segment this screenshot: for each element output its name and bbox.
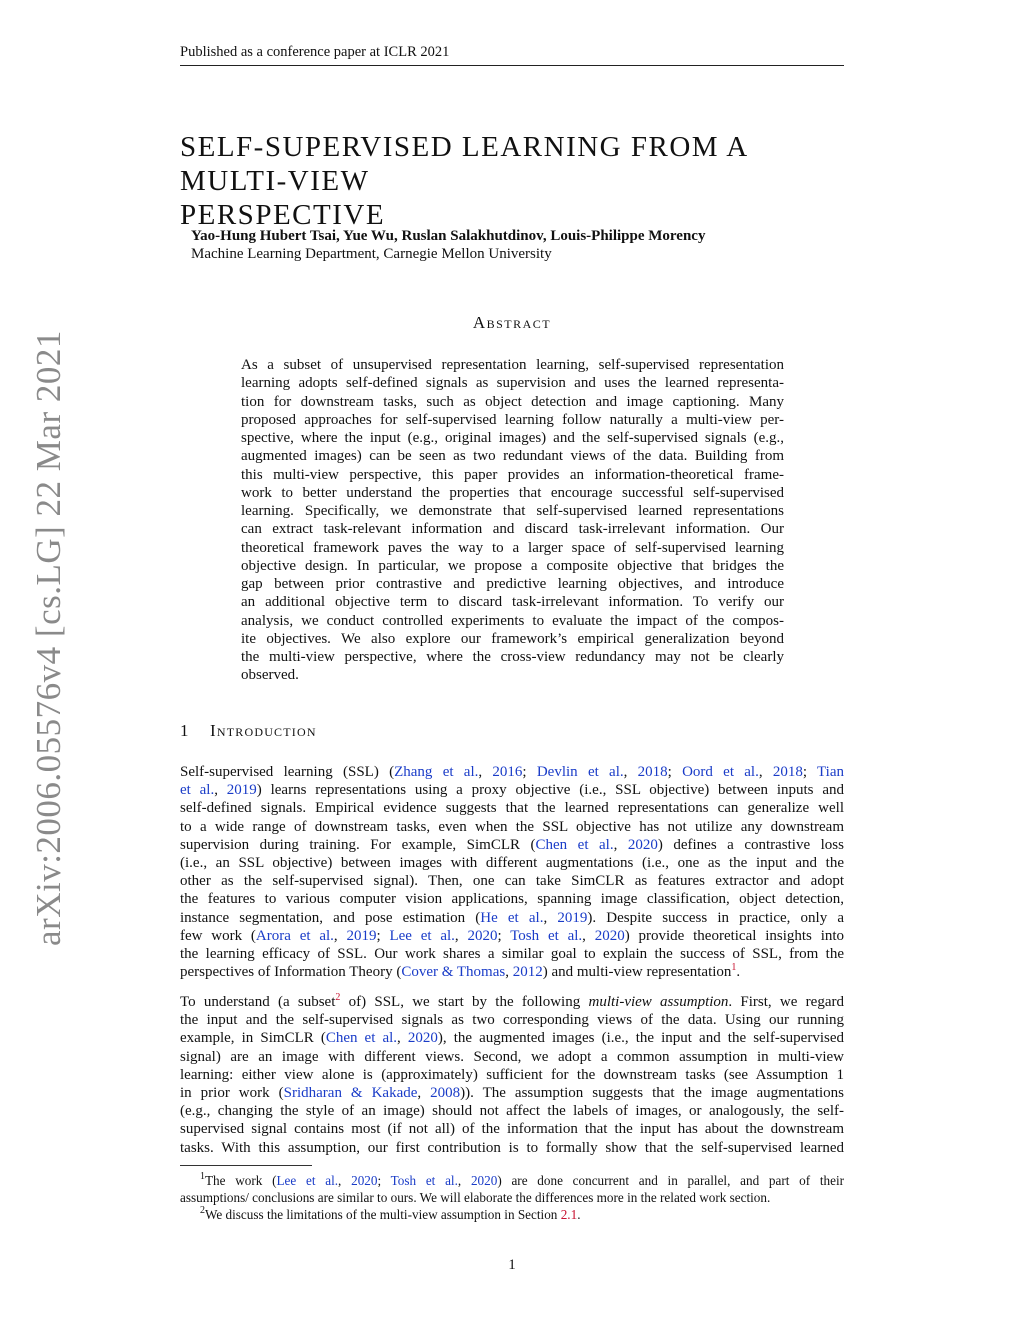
para-line: the learning efficacy of SSL. Our work shares a similar goal to explain the success of SSL, from the bbox=[180, 946, 844, 963]
citation-year-link[interactable]: 2020 bbox=[351, 1173, 378, 1188]
author-list: Yao-Hung Hubert Tsai, Yue Wu, Ruslan Salakhutdinov, Louis-Philippe Morency bbox=[191, 228, 706, 244]
para-line: the features to various computer vision applications, spanning image classification, object detection, bbox=[180, 891, 844, 908]
citation-link[interactable]: Tosh et al. bbox=[390, 1173, 458, 1188]
footnote-ref-2[interactable]: 2 bbox=[335, 992, 341, 1003]
intro-paragraph-1 bbox=[180, 763, 844, 981]
abstract-line: spective, where the input (e.g., original images) and the self-supervised signals (e.g., bbox=[241, 430, 784, 446]
section-title: Introduction bbox=[210, 721, 317, 740]
para-line: signal) are an image with different views. Second, we adopt a common assumption in multi-view bbox=[180, 1048, 844, 1065]
abstract-line: As a subset of unsupervised representation learning, self-supervised representation bbox=[241, 357, 784, 373]
citation-year-link[interactable]: 2020 bbox=[407, 1030, 438, 1047]
footnote-2-mark: 2 bbox=[200, 1205, 205, 1216]
para-line: the input and the self-supervised signals as two corresponding views of the data. Using our running bbox=[180, 1012, 844, 1029]
abstract-heading: Abstract bbox=[472, 313, 552, 332]
citation-year-link[interactable]: 2020 bbox=[467, 927, 498, 944]
abstract-line: an additional objective term to discard task-irrelevant information. To verify our bbox=[241, 594, 784, 611]
citation-year-link[interactable]: 2019 bbox=[226, 782, 257, 799]
citation-link[interactable]: Arora et al. bbox=[255, 927, 334, 944]
para-line: example, in SimCLR (Chen et al., 2020), the augmented images (i.e., the input and the self-supervised bbox=[180, 1030, 844, 1047]
citation-link[interactable]: Tosh et al. bbox=[510, 927, 583, 944]
citation-link[interactable]: Lee et al. bbox=[276, 1173, 339, 1188]
citation-year-link[interactable]: 2020 bbox=[627, 836, 658, 853]
footnote-rule bbox=[180, 1165, 312, 1166]
para-line: perspectives of Information Theory (Cover & Thomas, 2012) and multi-view representation$^1$. bbox=[180, 962, 741, 981]
citation-year-link[interactable]: 2008 bbox=[430, 1085, 461, 1102]
para-line: Self-supervised learning (SSL) (Zhang et al., 2016; Devlin et al., 2018; Oord et al., 2018; Tian bbox=[180, 764, 845, 780]
para-line: supervised signal contains most (if not all) of the information that the input has about the downstream bbox=[180, 1121, 844, 1138]
abstract-line: analysis, we conduct controlled experiments to evaluate the impact of the compos- bbox=[241, 612, 784, 629]
abstract-line: work to better understand the properties that encourage successful self-supervised bbox=[241, 484, 784, 501]
citation-link[interactable]: He et al. bbox=[480, 909, 544, 926]
para-line: instance segmentation, and pose estimation (He et al., 2019). Despite success in practice, only a bbox=[180, 909, 845, 926]
footnote-1-line-1: $^1$The work (Lee et al., 2020; Tosh et al., 2020) are done concurrent and in parallel, and part of their bbox=[200, 1171, 845, 1188]
citation-year-link[interactable]: 2019 bbox=[346, 927, 377, 944]
para-line: self-defined signals. Empirical evidence suggests that the learned representations can generalize well bbox=[180, 800, 844, 817]
citation-link[interactable]: Sridharan & Kakade bbox=[283, 1085, 418, 1102]
citation-link[interactable]: Chen et al. bbox=[535, 836, 614, 853]
footnote-1-line-2: assumptions/ conclusions are similar to ours. We will elaborate the differences more in the related work section. bbox=[180, 1190, 771, 1205]
title-line-1-text: SELF-SUPERVISED LEARNING FROM A MULTI-VIEW bbox=[180, 131, 748, 197]
page-number: 1 bbox=[508, 1257, 516, 1273]
abstract-line: this multi-view perspective, this paper provides an information-theoretical frame- bbox=[241, 466, 784, 483]
multi-view-assumption-term: multi-view assumption bbox=[588, 994, 729, 1010]
abstract-line: theoretical framework paves the way to a larger space of self-supervised learning bbox=[241, 539, 784, 556]
title-line-1 bbox=[180, 130, 848, 198]
section-ref-link[interactable]: 2.1 bbox=[560, 1207, 578, 1222]
abstract-line: learning adopts self-defined signals as supervision and uses the learned representa- bbox=[241, 375, 784, 392]
para-line: to a wide range of downstream tasks, even when the SSL objective has not utilize any downstream bbox=[180, 818, 844, 835]
paper-title bbox=[180, 130, 848, 232]
para-line: (e.g., changing the style of an image) should not affect the labels of images, or analogously, the self- bbox=[180, 1103, 844, 1120]
abstract-line: tion for downstream tasks, such as object detection and image captioning. Many bbox=[241, 393, 784, 410]
para-line: few work (Arora et al., 2019; Lee et al., 2020; Tosh et al., 2020) provide theoretical insights into bbox=[180, 927, 845, 944]
abstract-line: objective design. In particular, we propose a composite objective that bridges the bbox=[241, 557, 784, 574]
citation-link[interactable]: Zhang et al. bbox=[394, 764, 479, 780]
citation-year-link[interactable]: 2012 bbox=[512, 964, 543, 981]
para-line: other as the self-supervised signal). Then, one can take SimCLR as features extractor and adopt bbox=[180, 873, 844, 890]
footnote-ref-1[interactable]: 1 bbox=[731, 962, 737, 974]
citation-link[interactable]: Tian bbox=[817, 764, 845, 780]
citation-year-link[interactable]: 2018 bbox=[637, 764, 668, 780]
section-number: 1 bbox=[180, 721, 190, 740]
abstract-line: augmented images) can be seen as two redundant views of the data. Building from bbox=[241, 448, 784, 465]
footnote-2: $^2$We discuss the limitations of the multi-view assumption in Section 2.1. bbox=[200, 1205, 581, 1222]
citation-year-link[interactable]: 2020 bbox=[470, 1173, 498, 1188]
para-line: To understand (a subset$^2$ of) SSL, we start by the following multi-view assumption. First, we regard bbox=[180, 992, 844, 1010]
para-line: in prior work (Sridharan & Kakade, 2008)). The assumption suggests that the image augmentations bbox=[180, 1085, 844, 1102]
footnotes bbox=[180, 1172, 844, 1223]
citation-link[interactable]: Chen et al. bbox=[325, 1030, 398, 1047]
citation-year-link[interactable]: 2019 bbox=[557, 909, 588, 926]
footnote-1-mark: 1 bbox=[200, 1171, 205, 1182]
citation-link[interactable]: Devlin et al. bbox=[536, 764, 624, 780]
abstract-line: ite objectives. We also explore our framework’s empirical generalization beyond bbox=[241, 630, 784, 647]
para-line: et al., 2019) learns representations using a proxy objective (i.e., SSL objective) between inputs and bbox=[180, 782, 844, 799]
abstract-line: the multi-view perspective, where the cross-view redundancy may not be clearly bbox=[241, 649, 784, 665]
para-line: tasks. With this assumption, our first contribution is to formally show that the self-supervised learned bbox=[180, 1139, 844, 1156]
citation-link[interactable]: Oord et al. bbox=[682, 764, 759, 780]
abstract-line: gap between prior contrastive and predictive learning objectives, and introduce bbox=[241, 576, 784, 592]
citation-link[interactable]: Cover & Thomas bbox=[401, 964, 506, 981]
abstract-line: can extract task-relevant information and discard task-irrelevant information. Our bbox=[241, 521, 784, 538]
citation-year-link[interactable]: 2020 bbox=[594, 927, 625, 944]
header-rule bbox=[180, 65, 844, 66]
citation-year-link[interactable]: 2016 bbox=[492, 764, 523, 780]
running-header: Published as a conference paper at ICLR 2021 bbox=[180, 44, 450, 60]
abstract-line: learning. Specifically, we demonstrate that self-supervised learned representations bbox=[241, 503, 784, 519]
intro-paragraph-2 bbox=[180, 993, 844, 1157]
abstract-line: observed. bbox=[241, 667, 299, 684]
abstract-body bbox=[241, 356, 784, 685]
citation-link[interactable]: Lee et al. bbox=[389, 927, 455, 944]
citation-year-link[interactable]: 2018 bbox=[772, 764, 803, 780]
para-line: supervision during training. For example, SimCLR (Chen et al., 2020) defines a contrastive loss bbox=[180, 836, 844, 853]
arxiv-stamp: arXiv:2006.05576v4 [cs.LG] 22 Mar 2021 bbox=[29, 330, 68, 946]
title-line-2-text: PERSPECTIVE bbox=[180, 199, 386, 231]
section-heading-introduction bbox=[180, 721, 317, 741]
para-line: (i.e., an SSL objective) between images with different augmentations (i.e., one as the input and the bbox=[180, 855, 844, 872]
title-line-2 bbox=[180, 198, 848, 232]
abstract-line: proposed approaches for self-supervised learning follow naturally a multi-view per- bbox=[241, 411, 784, 428]
citation-link[interactable]: et al. bbox=[180, 782, 215, 799]
para-line: learning: either view alone is (approximately) sufficient for the downstream tasks (see Assumption 1 bbox=[180, 1066, 844, 1083]
affiliation: Machine Learning Department, Carnegie Mellon University bbox=[191, 246, 552, 262]
